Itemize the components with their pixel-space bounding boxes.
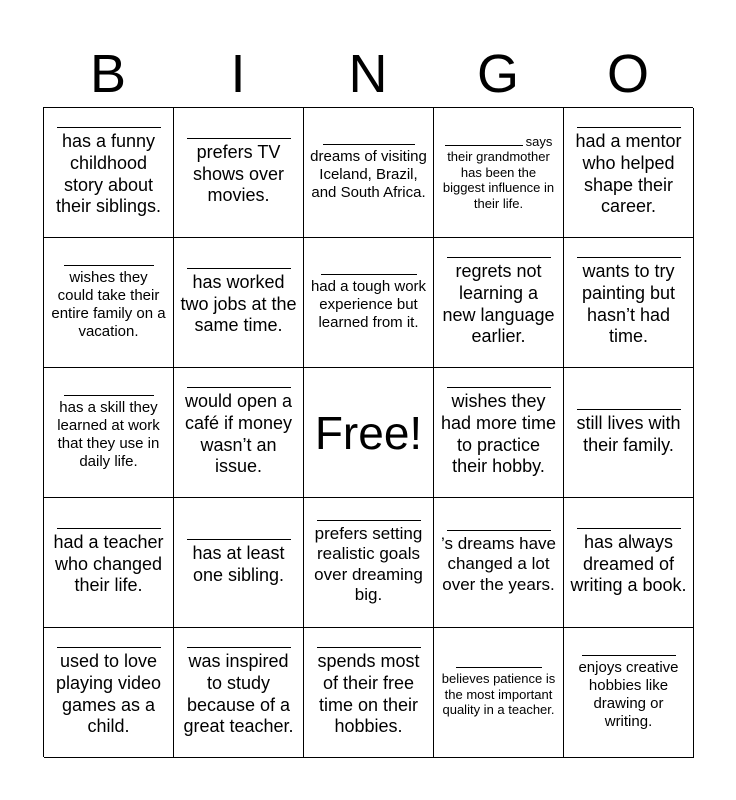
free-space-text: Free! bbox=[314, 406, 423, 459]
bingo-board bbox=[43, 107, 693, 757]
header-letter-o: O bbox=[606, 44, 649, 104]
cell-prefix-row bbox=[445, 134, 553, 150]
cell-text: has a skill they learned at work that they use in daily life. bbox=[57, 398, 160, 470]
cell-text: regrets not learning a new language earlier. bbox=[442, 261, 555, 347]
cell-text: has a funny childhood story about their siblings. bbox=[55, 131, 162, 217]
cell-text: had a mentor who helped shape their career. bbox=[575, 131, 682, 217]
bingo-cell-2-2[interactable] bbox=[174, 238, 304, 368]
header-letter-n: N bbox=[348, 44, 388, 104]
bingo-cell-5-1[interactable] bbox=[44, 628, 174, 758]
name-blank bbox=[577, 528, 681, 529]
cell-text: dreams of visiting Iceland, Brazil, and South Africa. bbox=[310, 147, 427, 201]
cell-text: wishes they could take their entire family on a vacation. bbox=[51, 268, 166, 340]
cell-text: wants to try painting but hasn’t had time. bbox=[581, 261, 676, 347]
cell-text: has at least one sibling. bbox=[192, 542, 285, 585]
name-blank bbox=[64, 395, 154, 396]
bingo-cell-3-2[interactable] bbox=[174, 368, 304, 498]
bingo-cell-2-5[interactable] bbox=[564, 238, 694, 368]
name-blank bbox=[323, 144, 415, 145]
cell-text: still lives with their family. bbox=[576, 412, 681, 455]
bingo-cell-5-5[interactable] bbox=[564, 628, 694, 758]
name-blank bbox=[456, 667, 542, 668]
name-blank bbox=[447, 257, 551, 258]
name-blank bbox=[582, 655, 676, 656]
cell-text: would open a café if money wasn’t an issue. bbox=[184, 391, 293, 477]
bingo-cell-2-1[interactable] bbox=[44, 238, 174, 368]
cell-text: wishes they had more time to practice their hobby. bbox=[440, 391, 557, 477]
name-blank bbox=[317, 520, 421, 521]
cell-text: has worked two jobs at the same time. bbox=[180, 272, 297, 336]
bingo-cell-4-1[interactable] bbox=[44, 498, 174, 628]
name-blank bbox=[187, 539, 291, 540]
cell-text: ’s dreams have changed a lot over the years. bbox=[441, 533, 556, 594]
cell-text: used to love playing video games as a child. bbox=[55, 651, 162, 737]
bingo-cell-3-1[interactable] bbox=[44, 368, 174, 498]
name-blank bbox=[321, 274, 417, 275]
name-blank bbox=[577, 409, 681, 410]
name-blank bbox=[64, 265, 154, 266]
bingo-cell-4-3[interactable] bbox=[304, 498, 434, 628]
cell-text: prefers TV shows over movies. bbox=[192, 142, 285, 206]
header-letter-i: I bbox=[230, 44, 246, 104]
bingo-cell-3-5[interactable] bbox=[564, 368, 694, 498]
cell-text: their grandmother has been the biggest influence in their life. bbox=[442, 149, 555, 211]
bingo-cell-4-4[interactable] bbox=[434, 498, 564, 628]
bingo-cell-4-2[interactable] bbox=[174, 498, 304, 628]
name-blank bbox=[187, 387, 291, 388]
cell-text: spends most of their free time on their hobbies. bbox=[317, 651, 420, 737]
bingo-cell-1-4[interactable] bbox=[434, 108, 564, 238]
bingo-cell-1-2[interactable] bbox=[174, 108, 304, 238]
bingo-cell-5-2[interactable] bbox=[174, 628, 304, 758]
name-blank bbox=[187, 647, 291, 648]
name-blank bbox=[445, 135, 523, 146]
header-letter-b: B bbox=[89, 44, 127, 104]
bingo-cell-3-4[interactable] bbox=[434, 368, 564, 498]
cell-text: was inspired to study because of a great teacher. bbox=[183, 651, 294, 737]
bingo-cell-5-3[interactable] bbox=[304, 628, 434, 758]
name-blank bbox=[57, 647, 161, 648]
bingo-cell-1-1[interactable] bbox=[44, 108, 174, 238]
header-letter-g: G bbox=[476, 44, 519, 104]
name-blank bbox=[577, 257, 681, 258]
bingo-cell-2-3[interactable] bbox=[304, 238, 434, 368]
name-blank bbox=[57, 127, 161, 128]
bingo-header bbox=[43, 40, 693, 108]
cell-text: believes patience is the most important quality in a teacher. bbox=[441, 671, 556, 718]
name-blank bbox=[187, 268, 291, 269]
name-blank bbox=[577, 127, 681, 128]
bingo-cell-5-4[interactable] bbox=[434, 628, 564, 758]
bingo-cell-free[interactable] bbox=[304, 368, 434, 498]
cell-text: had a tough work experience but learned from it. bbox=[310, 277, 427, 331]
cell-text: has always dreamed of writing a book. bbox=[570, 532, 687, 596]
name-blank bbox=[447, 387, 551, 388]
name-blank bbox=[447, 530, 551, 531]
name-blank bbox=[317, 647, 421, 648]
cell-text: prefers setting realistic goals over dreaming big. bbox=[314, 523, 423, 604]
cell-text: enjoys creative hobbies like drawing or writing. bbox=[578, 658, 679, 730]
cell-text: had a teacher who changed their life. bbox=[53, 532, 164, 596]
name-blank bbox=[187, 138, 291, 139]
bingo-cell-1-3[interactable] bbox=[304, 108, 434, 238]
bingo-cell-4-5[interactable] bbox=[564, 498, 694, 628]
bingo-cell-1-5[interactable] bbox=[564, 108, 694, 238]
bingo-cell-2-4[interactable] bbox=[434, 238, 564, 368]
cell-prefix: says bbox=[525, 133, 553, 149]
name-blank bbox=[57, 528, 161, 529]
